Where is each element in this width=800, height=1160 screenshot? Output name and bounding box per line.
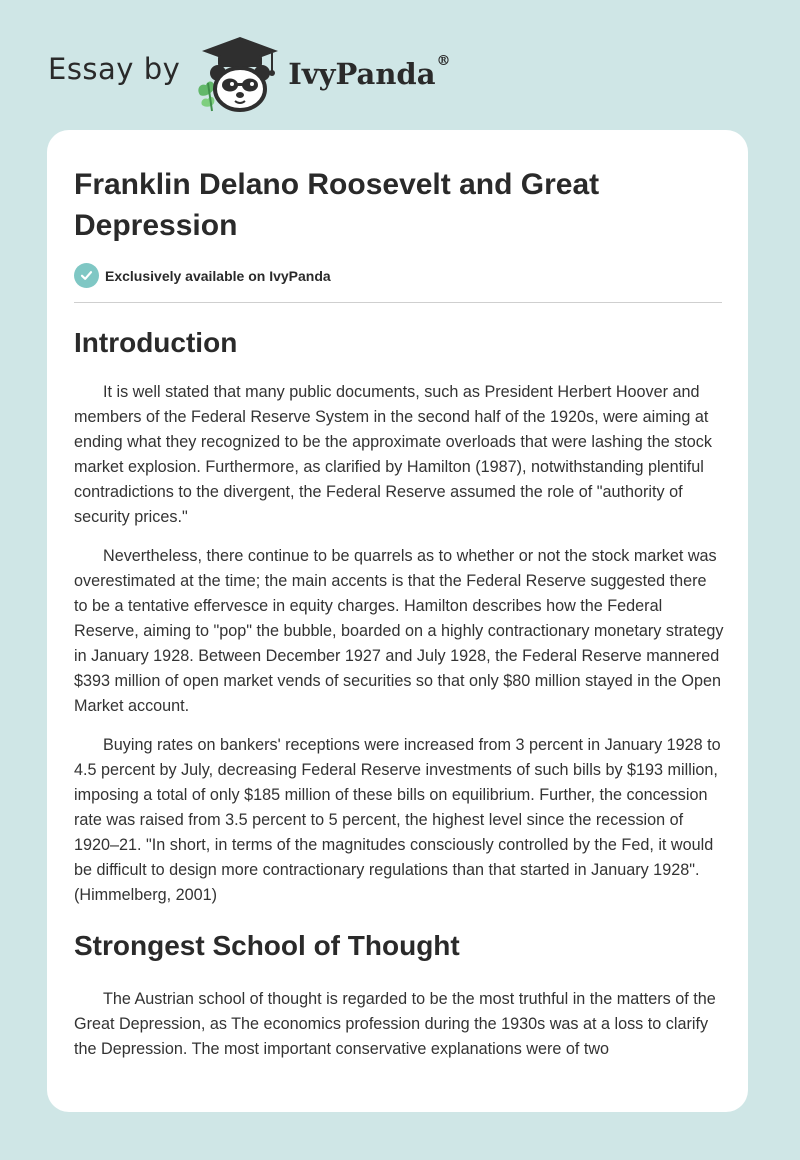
section-strongest-school bbox=[74, 928, 722, 1062]
paragraph: The Austrian school of thought is regarded to be the most truthful in the matters of the Great Depression, as The economics profession during the 1930s was at a loss to clarify the Depression. The most important conservative explanations were of two bbox=[74, 990, 716, 1058]
registered-mark: ® bbox=[436, 53, 451, 69]
section-heading: Strongest School of Thought bbox=[74, 930, 460, 961]
badge-text: Exclusively available on IvyPanda bbox=[105, 267, 331, 284]
paragraph: Nevertheless, there continue to be quarrels as to whether or not the stock market was overestimated at the time; the main accents is that the Federal Reserve suggested there to be a tentative effervesce in equity charges. Hamilton describes how the Federal Reserve, aiming to "pop" the bubble, boarded on a highly contractionary monetary strategy in January 1928. Between December 1927 and July 1928, the Federal Reserve mannered $393 million of open market vends of securities so that only $80 million stayed in the Open Market account. bbox=[74, 547, 724, 715]
paragraph: It is well stated that many public documents, such as President Herbert Hoover and members of the Federal Reserve System in the second half of the 1920s, were aiming at ending what they recognized to be the approximate overloads that were lashing the stock market explosion. Furthermore, as clarified by Hamilton (1987), notwithstanding plentiful contradictions to the divergent, the Federal Reserve assumed the role of "authority of security prices." bbox=[74, 383, 712, 526]
essay-card bbox=[47, 130, 748, 1112]
essay-title: Franklin Delano Roosevelt and Great Depression bbox=[74, 168, 600, 242]
check-icon bbox=[74, 263, 99, 288]
brand-name bbox=[288, 53, 451, 91]
divider bbox=[74, 302, 722, 303]
brand-name-text: IvyPanda bbox=[288, 57, 436, 91]
brand-prefix: Essay by bbox=[48, 52, 181, 86]
exclusive-badge bbox=[74, 263, 722, 288]
section-introduction bbox=[74, 325, 722, 908]
section-heading: Introduction bbox=[74, 327, 238, 358]
panda-logo-icon bbox=[194, 35, 286, 113]
brand-header[interactable] bbox=[48, 34, 451, 114]
paragraph: Buying rates on bankers' receptions were increased from 3 percent in January 1928 to 4.5 percent by July, decreasing Federal Reserve investments of such bills by $193 million, imposing a total of only $185 million of these bills on equilibrium. Further, the concession rate was raised from 3.5 percent to 5 percent, the highest level since the recession of 1920–21. "In short, in terms of the magnitudes consciously controlled by the Fed, it would be difficult to design more contractionary regulations than that started in January 1928". (Himmelberg, 2001) bbox=[74, 736, 721, 904]
